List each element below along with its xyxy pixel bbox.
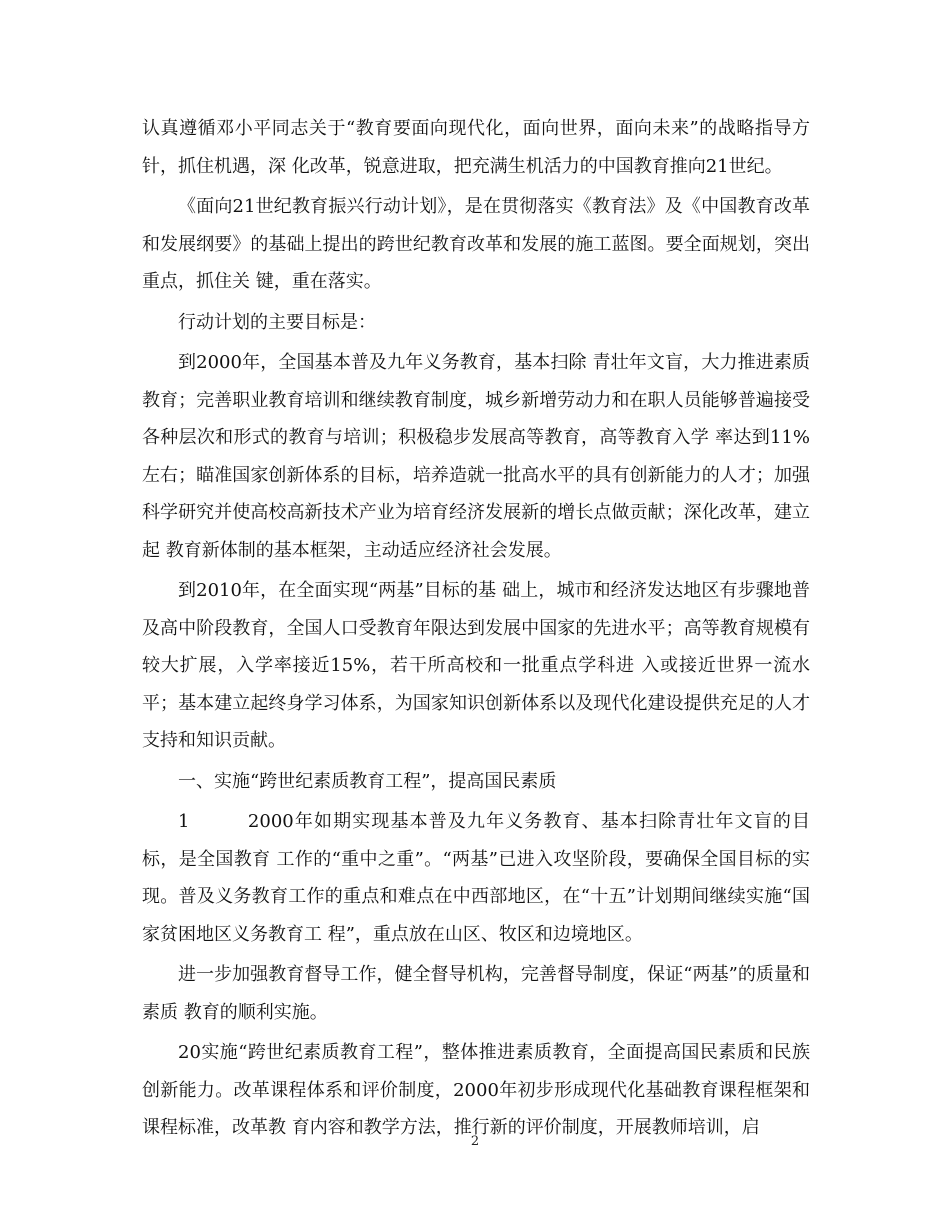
paragraph-2: 《面向21世纪教育振兴行动计划》，是在贯彻落实《教育法》及《中国教育改革和发展纲要》的基础上提出的跨世纪教育改革和发展的施工蓝图。要全面规划，突出重点，抓住关 键，重在落实。	[142, 196, 810, 292]
paragraph-7: 进一步加强教育督导工作，健全督导机构，完善督导制度，保证“两基”的质量和素质 教育的顺利实施。	[142, 964, 810, 1023]
section-heading: 一、实施“跨世纪素质教育工程”，提高国民素质	[178, 770, 557, 792]
paragraph-3: 行动计划的主要目标是：	[178, 311, 376, 333]
paragraph-5: 到2010年，在全面实现“两基”目标的基 础上，城市和经济发达地区有步骤地普及高中阶段教育，全国人口受教育年限达到发展中国家的先进水平；高等教育规模有较大扩展，入学率接近15%，若干所高校和一批重点学科进 入或接近世界一流水平；基本建立起终身学习体系，为国家知识创新体系以及现代化建设提供充足的人才支持和知识贡献。	[142, 580, 810, 751]
paragraph-1: 认真遵循邓小平同志关于“教育要面向现代化，面向世界，面向未来”的战略指导方针，抓住机遇，深 化改革，锐意进取，把充满生机活力的中国教育推向21世纪。	[142, 118, 810, 177]
paragraph-item-1: 1 2000年如期实现基本普及九年义务教育、基本扫除青壮年文盲的目标，是全国教育 工作的“重中之重”。“两基”已进入攻坚阶段，要确保全国目标的实现。普及义务教育工作的重点和难点在中西部地区，在“十五”计划期间继续实施“国家贫困地区义务教育工 程”，重点放在山区、牧区和边境地区。	[142, 811, 810, 945]
paragraph-4: 到2000年，全国基本普及九年义务教育，基本扫除 青壮年文盲，大力推进素质教育；完善职业教育培训和继续教育制度，城乡新增劳动力和在职人员能够普遍接受各种层次和形式的教育与培训；积极稳步发展高等教育，高等教育入学 率达到11%左右；瞄准国家创新体系的目标，培养造就一批高水平的具有创新能力的人才；加强科学研究并使高校高新技术产业为培育经济发展新的增长点做贡献；深化改革，建立起 教育新体制的基本框架，主动适应经济社会发展。	[142, 352, 810, 561]
page-number: 2	[470, 1134, 480, 1149]
document-body	[142, 110, 810, 1147]
paragraph-item-2: 20实施“跨世纪素质教育工程”，整体推进素质教育，全面提高国民素质和民族创新能力。改革课程体系和评价制度，2000年初步形成现代化基础教育课程框架和课程标准，改革教 育内容和教学方法，推行新的评价制度，开展教师培训，启	[142, 1042, 810, 1138]
